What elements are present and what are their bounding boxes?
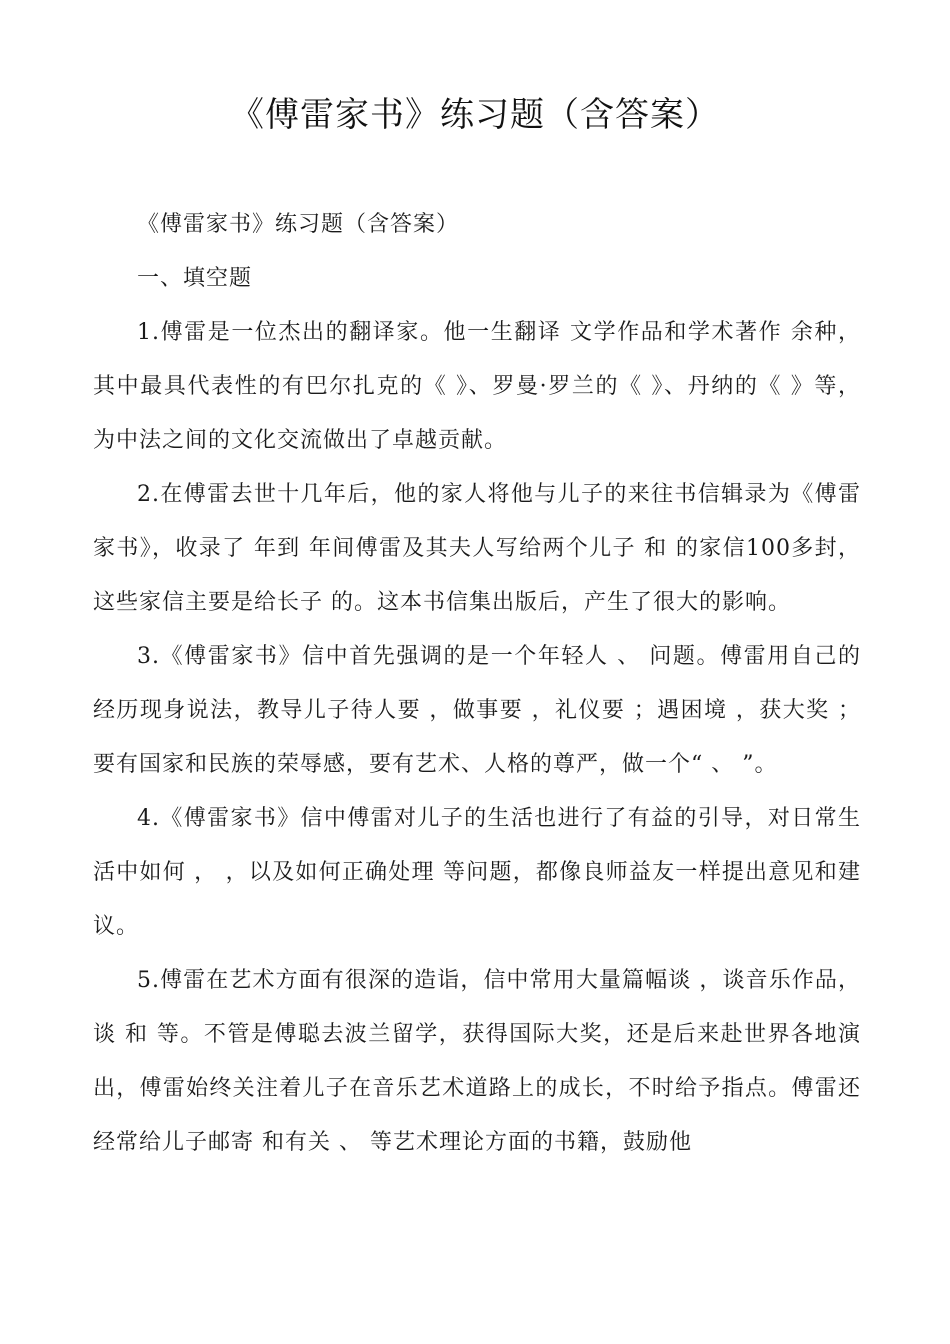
section-heading: 一、填空题: [137, 266, 253, 291]
question-5: 5.傅雷在艺术方面有很深的造诣，信中常用大量篇幅谈 ，谈音乐作品，谈 和 等。不管是傅聪去波兰留学，获得国际大奖，还是后来赴世界各地演出，傅雷始终关注着儿子在音乐艺术道路上的成长，不时给予指点。傅雷还经常给儿子邮寄 和有关 、 等艺术理论方面的书籍，鼓励他: [93, 968, 861, 1155]
question-1: 1.傅雷是一位杰出的翻译家。他一生翻译 文学作品和学术著作 余种，其中最具代表性的有巴尔扎克的《 》、罗曼·罗兰的《 》、丹纳的《 》等，为中法之间的文化交流做出了卓越贡献。: [93, 320, 861, 453]
question-4: 4.《傅雷家书》信中傅雷对儿子的生活也进行了有益的引导，对日常生活中如何 ， ，以及如何正确处理 等问题，都像良师益友一样提出意见和建议。: [93, 806, 861, 939]
document-title: 《傅雷家书》练习题（含答案）: [230, 95, 720, 135]
question-3: 3.《傅雷家书》信中首先强调的是一个年轻人 、 问题。傅雷用自己的经历现身说法，教导儿子待人要 ，做事要 ，礼仪要 ；遇困境 ，获大奖 ；要有国家和民族的荣辱感，要有艺术、人格的尊严，做一个“ 、 ”。: [93, 644, 861, 777]
document-body: [93, 198, 861, 1170]
question-2: 2.在傅雷去世十几年后，他的家人将他与儿子的来往书信辑录为《傅雷家书》，收录了 年到 年间傅雷及其夫人写给两个儿子 和 的家信100多封，这些家信主要是给长子 的。这本书信集出版后，产生了很大的影响。: [93, 482, 861, 615]
document-subtitle: 《傅雷家书》练习题（含答案）: [137, 212, 460, 237]
